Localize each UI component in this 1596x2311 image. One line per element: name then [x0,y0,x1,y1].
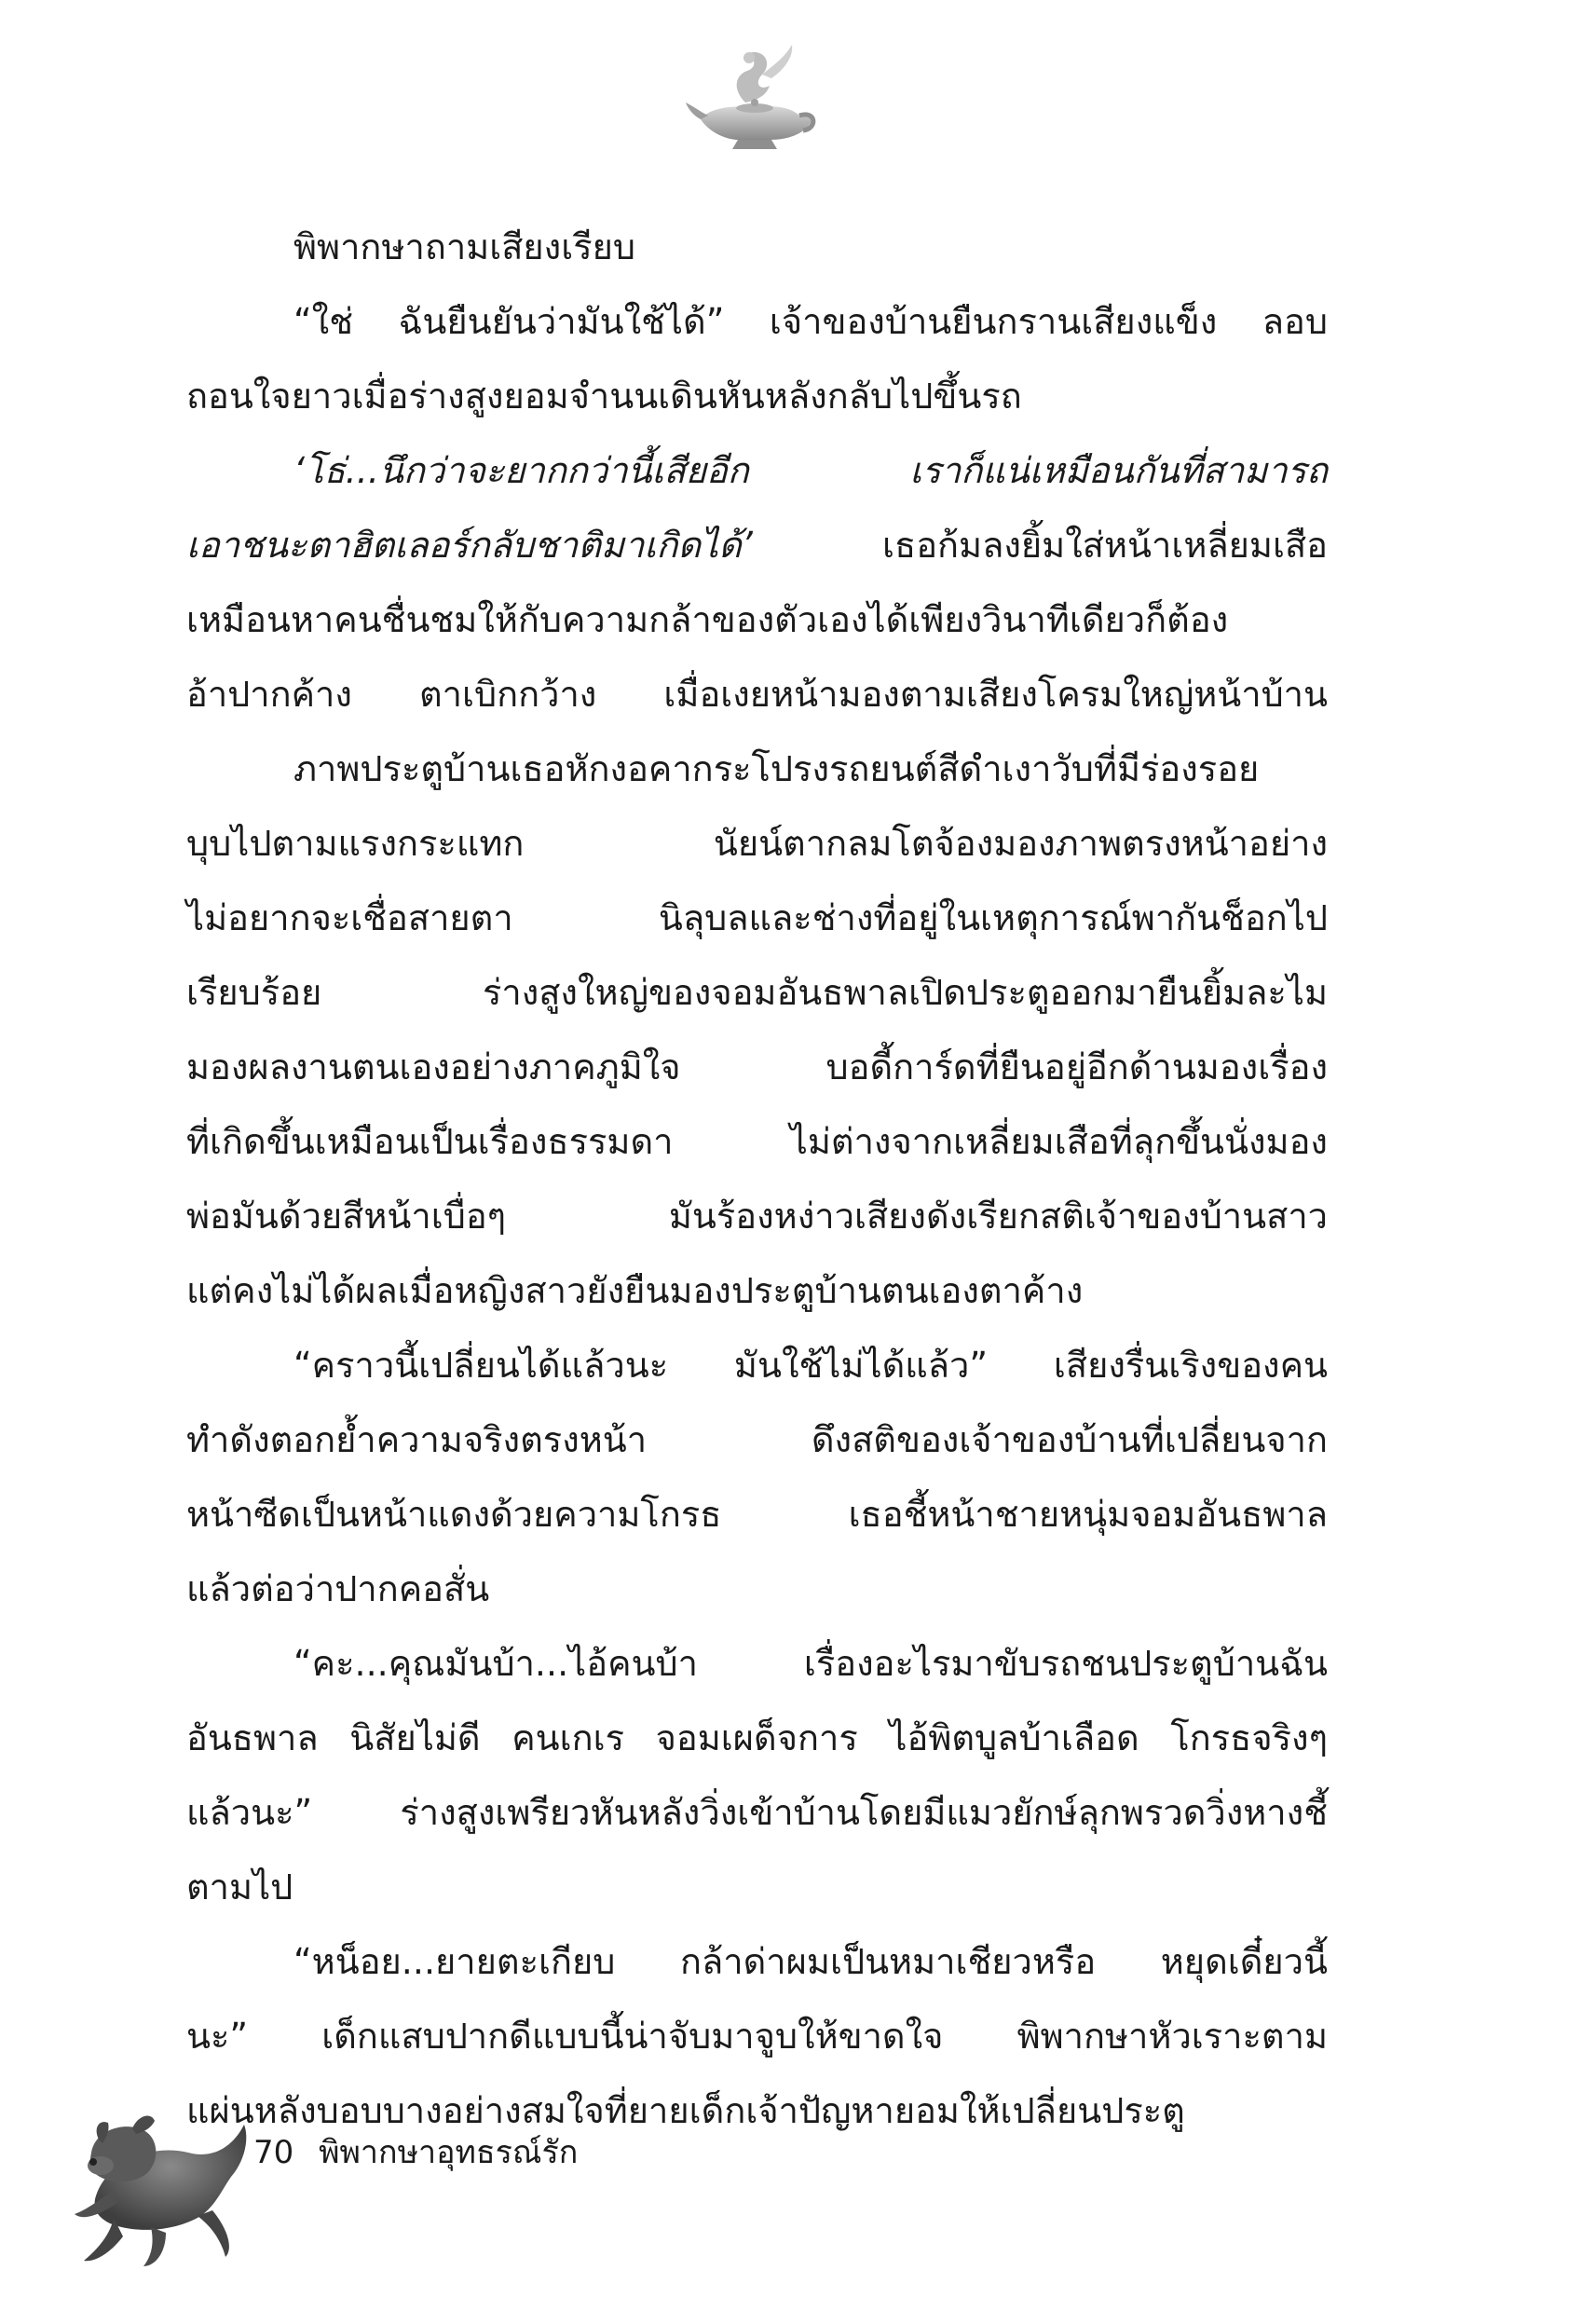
paragraph-line: “ใช่ ฉันยืนยันว่ามันใช้ได้” เจ้าของบ้านยืนกรานเสียงแข็ง ลอบ [293,301,1328,342]
body-text [186,210,1328,2148]
paragraph-line: แต่คงไม่ได้ผลเมื่อหญิงสาวยังยืนมองประตูบ้านตนเองตาค้าง [186,1270,1084,1311]
page-number: 70 [253,2134,294,2171]
paragraph-line: ตามไป [186,1867,293,1908]
magic-lamp-icon [680,37,820,158]
paragraph-line: แล้วนะ” ร่างสูงเพรียวหันหลังวิ่งเข้าบ้านโดยมีแมวยักษ์ลุกพรวดวิ่งหางชี้ [186,1792,1328,1833]
paragraph-line: ทำดังตอกย้ำความจริงตรงหน้า ดึงสติของเจ้าของบ้านที่เปลี่ยนจาก [186,1419,1328,1460]
paragraph-line: ถอนใจยาวเมื่อร่างสูงยอมจำนนเดินหันหลังกลับไปขึ้นรถ [186,376,1022,417]
paragraph-line: “คะ...คุณมันบ้า...ไอ้คนบ้า เรื่องอะไรมาขับรถชนประตูบ้านฉัน [293,1643,1328,1684]
paragraph-line: ไม่อยากจะเชื่อสายตา นิลุบลและช่างที่อยู่ในเหตุการณ์พากันช็อกไป [186,897,1328,938]
paragraph-line: “คราวนี้เปลี่ยนได้แล้วนะ มันใช้ไม่ได้แล้ว” เสียงรื่นเริงของคน [293,1345,1328,1386]
paragraph-line: พ่อมันด้วยสีหน้าเบื่อๆ มันร้องหง่าวเสียงดังเรียกสติเจ้าของบ้านสาว [186,1196,1328,1237]
paragraph-line: บุบไปตามแรงกระแทก นัยน์ตากลมโตจ้องมองภาพตรงหน้าอย่าง [186,823,1328,864]
paragraph-line: เหมือนหาคนชื่นชมให้กับความกล้าของตัวเองได้เพียงวินาทีเดียวก็ต้อง [186,599,1229,640]
paragraph-line: “หน็อย...ยายตะเกียบ กล้าด่าผมเป็นหมาเชียวหรือ หยุดเดี๋ยวนี้ [293,1941,1328,1982]
paragraph-line: ภาพประตูบ้านเธอหักงอคากระโปรงรถยนต์สีดำเงาวับที่มีร่องรอย [293,748,1260,789]
dog-icon [58,2087,258,2274]
page-footer [253,2129,578,2176]
book-title: พิพากษาอุทธรณ์รัก [319,2134,579,2171]
paragraph-line: ‘โธ่...นึกว่าจะยากกว่านี้เสียอีก เราก็แน่เหมือนกันที่สามารถ [293,450,1328,491]
paragraph-line: นะ” เด็กแสบปากดีแบบนี้น่าจับมาจูบให้ขาดใจ พิพากษาหัวเราะตาม [186,2016,1328,2057]
paragraph-line: ที่เกิดขึ้นเหมือนเป็นเรื่องธรรมดา ไม่ต่างจากเหลี่ยมเสือที่ลุกขึ้นนั่งมอง [186,1121,1328,1162]
paragraph-line: อันธพาล นิสัยไม่ดี คนเกเร จอมเผด็จการ ไอ้พิตบูลบ้าเลือด โกรธจริงๆ [186,1717,1328,1758]
paragraph-line: เรียบร้อย ร่างสูงใหญ่ของจอมอันธพาลเปิดประตูออกมายืนยิ้มละไม [186,972,1328,1013]
paragraph-line: แผ่นหลังบอบบางอย่างสมใจที่ยายเด็กเจ้าปัญหายอมให้เปลี่ยนประตู [186,2090,1185,2131]
italic-thought: เอาชนะตาฮิตเลอร์กลับชาติมาเกิดได้’ [186,525,753,566]
line-continuation: เธอก้มลงยิ้มใส่หน้าเหลี่ยมเสือ [752,525,1328,566]
paragraph-line: อ้าปากค้าง ตาเบิกกว้าง เมื่อเงยหน้ามองตามเสียงโครมใหญ่หน้าบ้าน [186,674,1328,715]
paragraph-line [186,508,1328,582]
paragraph-line: หน้าซีดเป็นหน้าแดงด้วยความโกรธ เธอชี้หน้าชายหนุ่มจอมอันธพาล [186,1494,1328,1535]
paragraph-line: พิพากษาถามเสียงเรียบ [293,226,636,267]
paragraph-line: แล้วต่อว่าปากคอสั่น [186,1568,490,1609]
paragraph-line: มองผลงานตนเองอย่างภาคภูมิใจ บอดี้การ์ดที่ยืนอยู่อีกด้านมองเรื่อง [186,1046,1328,1087]
